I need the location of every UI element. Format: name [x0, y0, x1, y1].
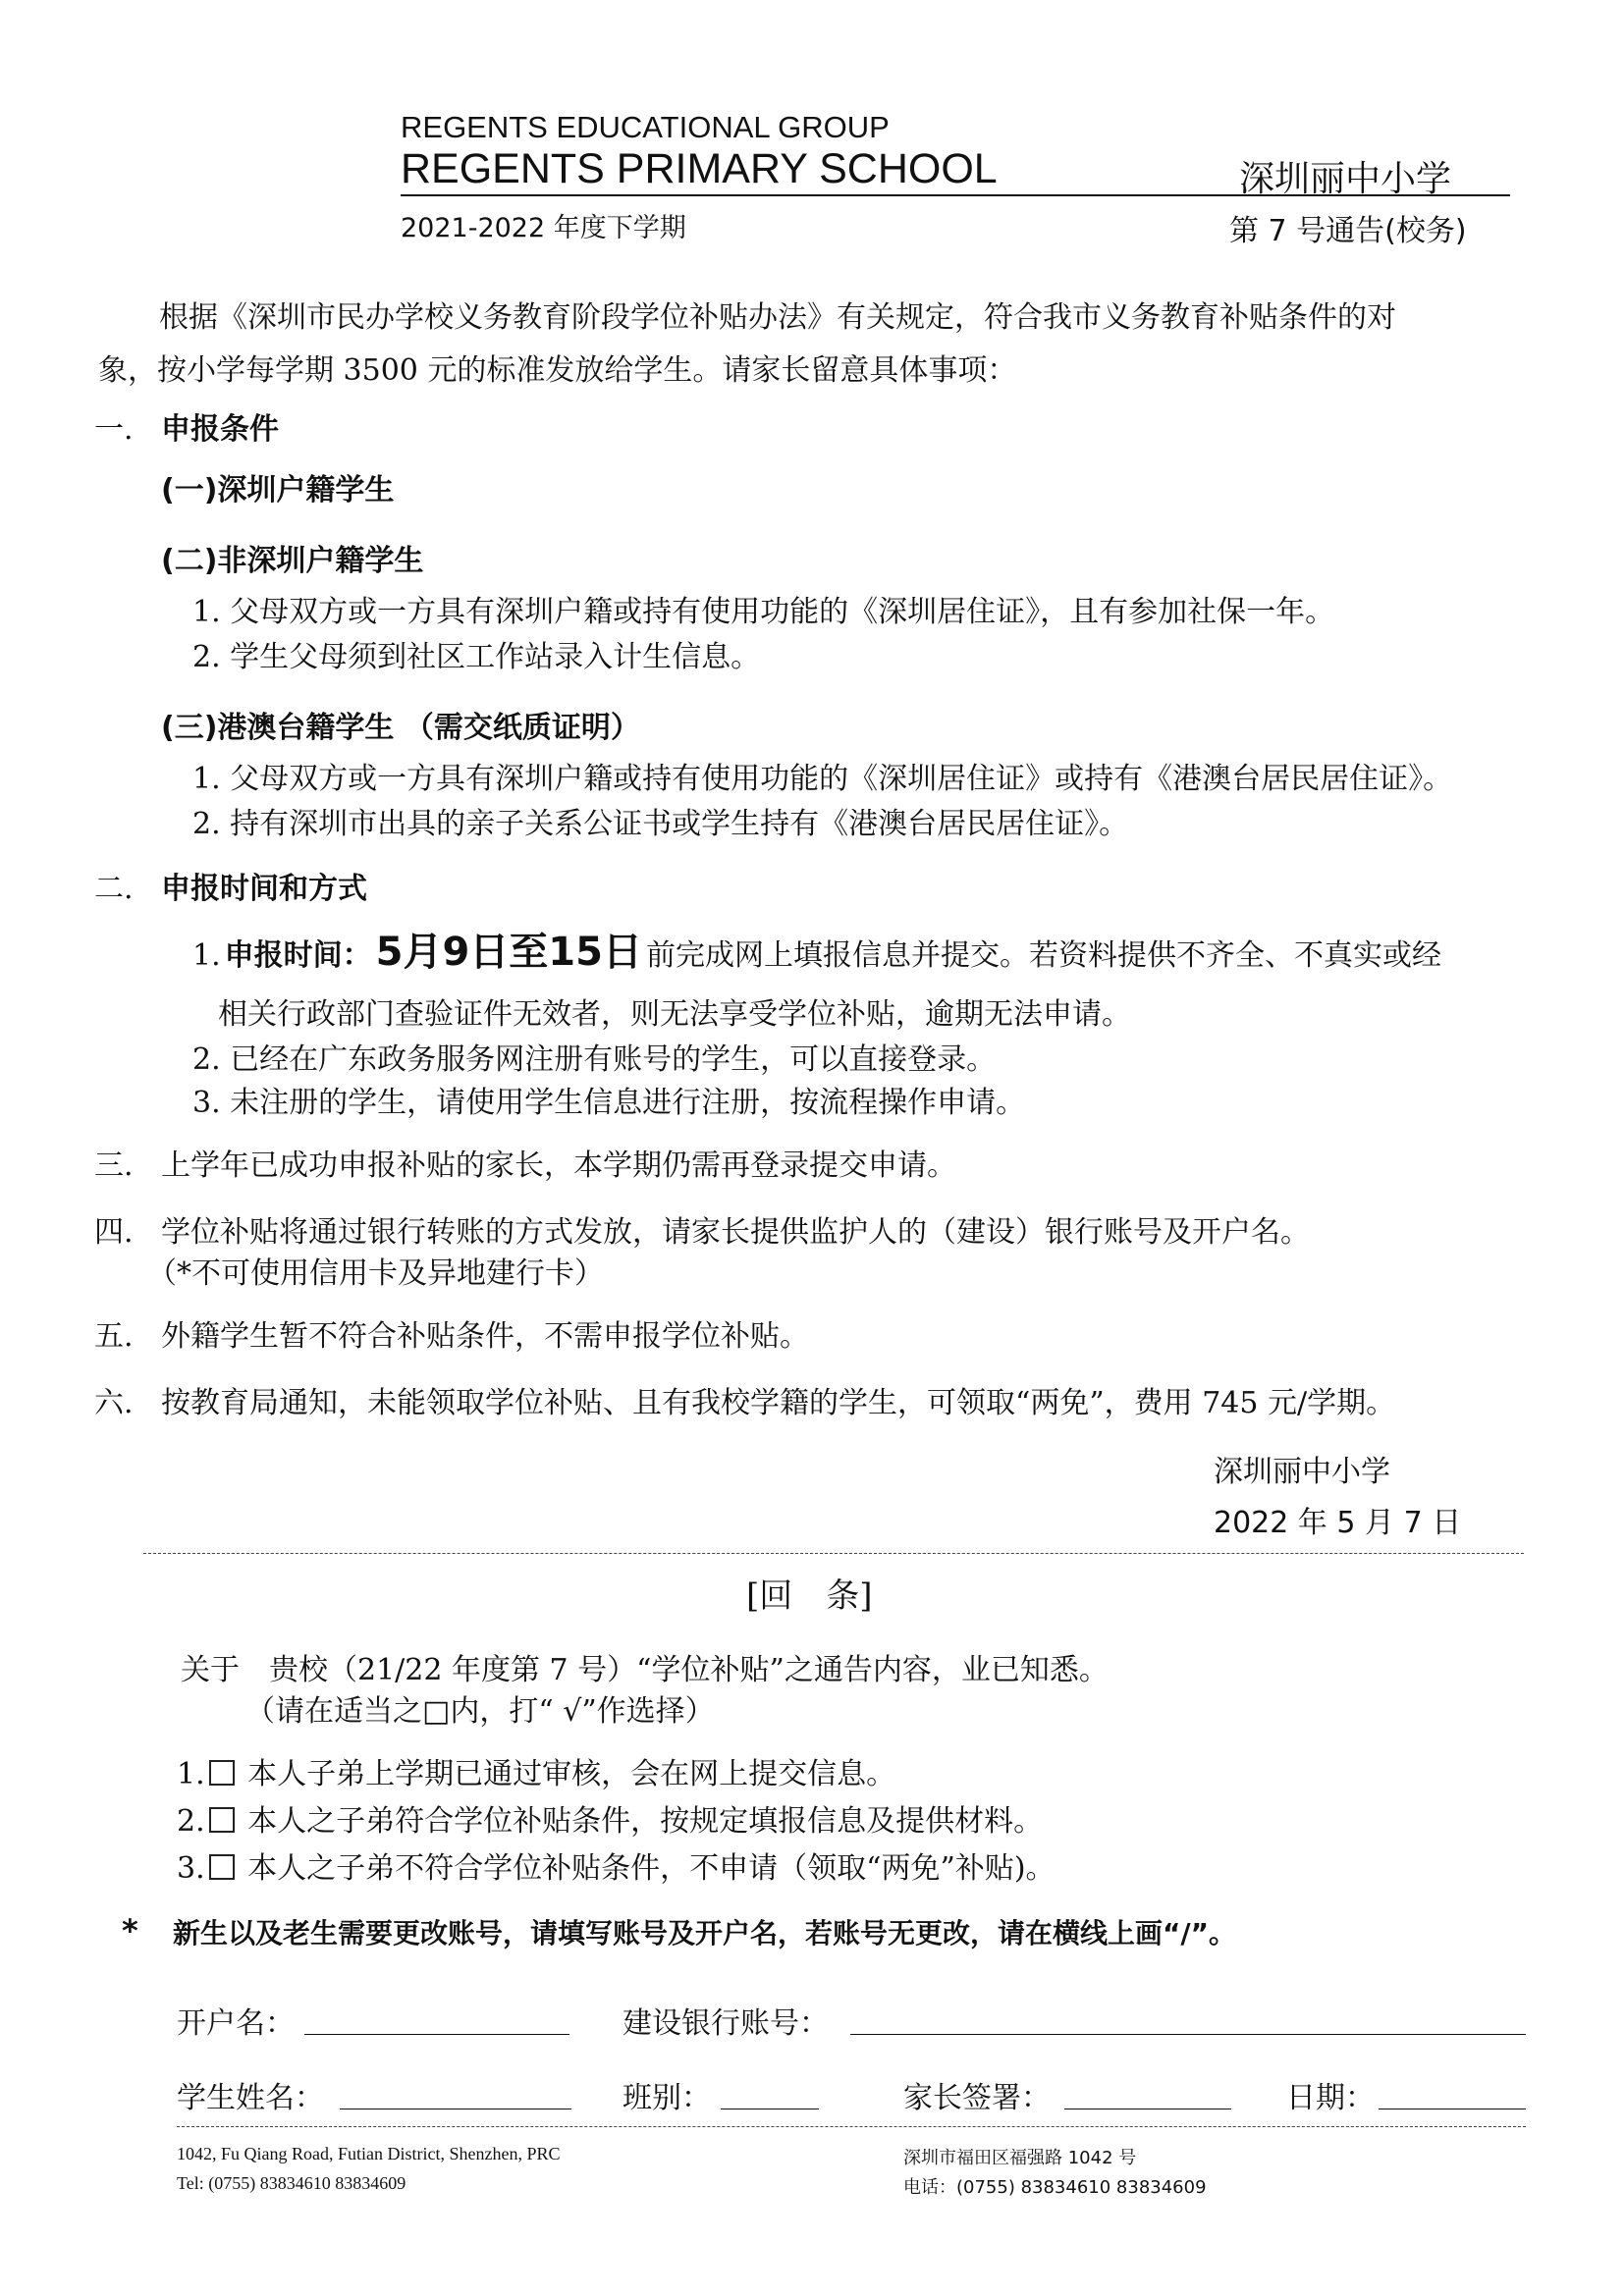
section-2-number: 二. — [94, 872, 134, 906]
reply-title: [回 条] — [746, 1576, 873, 1616]
section-1-title: 申报条件 — [161, 412, 279, 447]
class-label: 班别： — [623, 2081, 711, 2115]
student-name-label: 学生姓名： — [177, 2081, 324, 2115]
signature-school: 深圳丽中小学 — [1214, 1455, 1390, 1489]
section-2-item-1-label: 申报时间： — [224, 938, 372, 973]
section-1-sub-2: (二)非深圳户籍学生 — [161, 544, 424, 578]
bank-account-label: 建设银行账号： — [623, 2006, 829, 2041]
group-name: REGENTS EDUCATIONAL GROUP — [401, 110, 890, 144]
section-3-text: 上学年已成功申报补贴的家长，本学期仍需再登录提交申请。 — [161, 1148, 956, 1183]
reply-option-2-number: 2. — [177, 1804, 205, 1839]
reply-option-2 — [177, 1796, 1043, 1840]
star-mark: * — [122, 1912, 138, 1949]
reply-option-1-checkbox[interactable] — [209, 1760, 235, 1786]
section-4-note: （*不可使用信用卡及异地建行卡） — [147, 1256, 604, 1291]
cut-line — [143, 1553, 1524, 1554]
school-name-en: REGENTS PRIMARY SCHOOL — [401, 145, 998, 192]
reply-option-3 — [177, 1843, 1056, 1887]
reply-option-1-text: 本人子弟上学期已通过审核，会在网上提交信息。 — [247, 1757, 896, 1791]
reply-option-2-checkbox[interactable] — [209, 1807, 235, 1833]
section-3-number: 三. — [94, 1148, 134, 1183]
reply-option-1-number: 1. — [177, 1757, 205, 1791]
reply-option-1 — [177, 1749, 895, 1792]
section-2-item-2: 2. 已经在广东政务服务网注册有账号的学生，可以直接登录。 — [192, 1042, 997, 1077]
reply-instruction: （请在适当之□内，打“ √”作选择） — [245, 1694, 715, 1729]
section-2-item-1-text: 前完成网上填报信息并提交。若资料提供不齐全、不真实或经 — [645, 938, 1441, 973]
section-4-text: 学位补贴将通过银行转账的方式发放，请家长提供监护人的（建设）银行账号及开户名。 — [161, 1215, 1310, 1250]
bank-account-line[interactable] — [850, 2034, 1526, 2035]
section-1-sub-3-item-1: 1. 父母双方或一方具有深圳户籍或持有使用功能的《深圳居住证》或持有《港澳台居民居住证》。 — [192, 762, 1453, 796]
section-2-title: 申报时间和方式 — [161, 872, 367, 906]
footer-address-cn: 深圳市福田区福强路 1042 号 — [903, 2148, 1137, 2168]
section-2-item-1 — [192, 921, 1441, 977]
reply-option-2-text: 本人之子弟符合学位补贴条件，按规定填报信息及提供材料。 — [247, 1804, 1044, 1839]
school-name-cn: 深圳丽中小学 — [1239, 159, 1452, 199]
section-2-item-1-continued: 相关行政部门查验证件无效者，则无法享受学位补贴，逾期无法申请。 — [218, 997, 1131, 1032]
term: 2021-2022 年度下学期 — [401, 213, 686, 243]
signature-date: 2022 年 5 月 7 日 — [1214, 1506, 1462, 1540]
reply-option-3-checkbox[interactable] — [209, 1854, 235, 1880]
header-rule — [401, 194, 1510, 196]
account-name-label: 开户名： — [177, 2006, 295, 2041]
date-label: 日期： — [1286, 2081, 1375, 2115]
notice-number: 第 7 号通告(校务) — [1229, 214, 1467, 248]
section-5-number: 五. — [94, 1319, 134, 1354]
section-1-number: 一. — [94, 412, 134, 447]
section-1-sub-2-item-1: 1. 父母双方或一方具有深圳户籍或持有使用功能的《深圳居住证》，且有参加社保一年。 — [192, 595, 1335, 629]
reply-option-3-number: 3. — [177, 1851, 205, 1886]
account-name-line[interactable] — [304, 2034, 569, 2035]
star-note: 新生以及老生需要更改账号，请填写账号及开户名，若账号无更改，请在横线上画“/”。 — [173, 1917, 1237, 1949]
section-1-sub-3: (三)港澳台籍学生 （需交纸质证明） — [161, 711, 640, 745]
intro-line-1: 根据《深圳市民办学校义务教育阶段学位补贴办法》有关规定，符合我市义务教育补贴条件的对 — [159, 300, 1396, 335]
footer-tel-en: Tel: (0755) 83834610 83834609 — [177, 2173, 406, 2193]
section-5-text: 外籍学生暂不符合补贴条件，不需申报学位补贴。 — [161, 1319, 809, 1354]
section-2-item-1-number: 1. — [192, 938, 221, 973]
section-6-number: 六. — [94, 1386, 134, 1420]
reply-option-3-text: 本人之子弟不符合学位补贴条件，不申请（领取“两免”补贴)。 — [247, 1851, 1056, 1886]
intro-line-2: 象，按小学每学期 3500 元的标准发放给学生。请家长留意具体事项： — [98, 353, 1017, 388]
section-4-number: 四. — [94, 1215, 134, 1250]
section-2-item-1-date: 5月9日至15日 — [375, 930, 642, 975]
section-6-text: 按教育局通知，未能领取学位补贴、且有我校学籍的学生，可领取“两免”，费用 745 元/学期。 — [161, 1386, 1396, 1420]
section-1-sub-1: (一)深圳户籍学生 — [161, 473, 395, 507]
section-2-item-3: 3. 未注册的学生，请使用学生信息进行注册，按流程操作申请。 — [192, 1086, 1026, 1120]
footer-address-en: 1042, Fu Qiang Road, Futian District, Shenzhen, PRC — [177, 2144, 561, 2163]
reply-about: 关于 贵校（21/22 年度第 7 号）“学位补贴”之通告内容，业已知悉。 — [181, 1653, 1109, 1687]
section-1-sub-2-item-2: 2. 学生父母须到社区工作站录入计生信息。 — [192, 640, 761, 674]
footer-rule — [177, 2126, 1526, 2127]
footer-tel-cn: 电话：(0755) 83834610 83834609 — [903, 2177, 1207, 2198]
parent-sign-label: 家长签署： — [903, 2081, 1051, 2115]
section-1-sub-3-item-2: 2. 持有深圳市出具的亲子关系公证书或学生持有《港澳台居民居住证》。 — [192, 807, 1129, 841]
